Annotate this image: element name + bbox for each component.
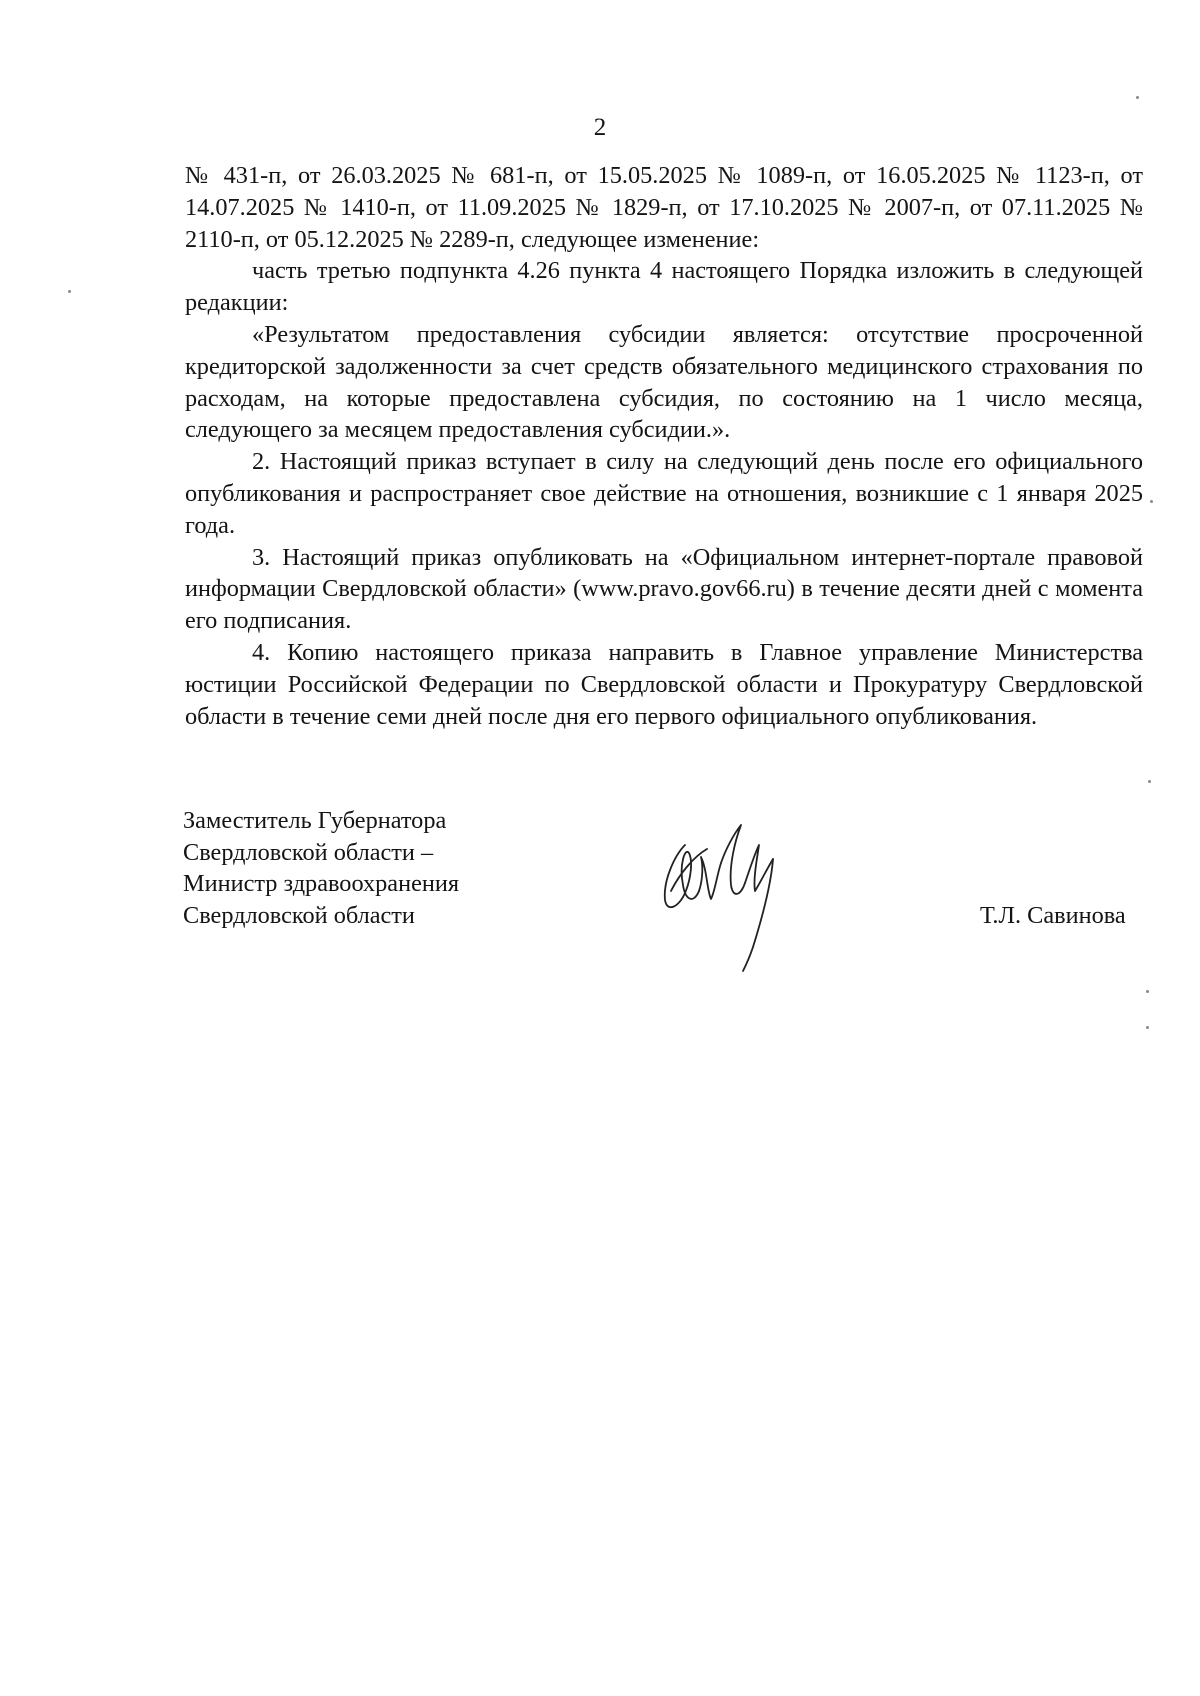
scan-speck [1148,780,1151,783]
signer-position-line: Свердловской области – [183,838,434,866]
document-body [185,160,1143,732]
paragraph-item-2: 2. Настоящий приказ вступает в силу на следующий день после его официального опубликования и распространяет свое действие на отношения, возникшие с 1 января 2025 года. [185,448,1143,539]
scan-speck [1150,500,1153,503]
paragraph-item-3: 3. Настоящий приказ опубликовать на «Официальном интернет-портале правовой информации Свердловской области» (www.pravo.gov66.ru) в течение десяти дней с момента его подписания. [185,543,1143,635]
scan-speck [68,290,71,293]
signer-position-line: Министр здравоохранения [183,870,460,897]
paragraph-amended-text: «Результатом предоставления субсидии является: отсутствие просроченной кредиторской задолженности за счет средств обязательного медицинского страхования по расходам, на которые предоставлена субсидия, по состоянию на 1 число месяца, следующего за месяцем предоставления субсидии.». [185,320,1143,444]
scan-speck [1146,1026,1149,1029]
signer-position-line: Свердловской области [183,901,415,929]
scan-speck [1146,990,1149,993]
scan-speck [1136,96,1139,99]
handwritten-signature-icon [645,795,815,975]
paragraph-amendments-list: № 431-п, от 26.03.2025 № 681-п, от 15.05.2025 № 1089-п, от 16.05.2025 № 1123-п, от 14.07.2025 № 1410-п, от 11.09.2025 № 1829-п, от 17.10.2025 № 2007-п, от 07.11.2025 № 2110-п, от 05.12.2025 № 2289-п, следующее изменение: [185,162,1143,253]
signer-name: Т.Л. Савинова [980,902,1126,929]
signer-position [183,805,583,931]
signer-position-line: Заместитель Губернатора [183,807,447,834]
page-number: 2 [593,114,607,141]
paragraph-item-4: 4. Копию настоящего приказа направить в Главное управление Министерства юстиции Российской Федерации по Свердловской области и Прокуратуру Свердловской области в течение семи дней после дня его первого официального опубликования. [185,638,1143,730]
paragraph-amendment-instruction: часть третью подпункта 4.26 пункта 4 настоящего Порядка изложить в следующей редакции: [185,257,1143,317]
